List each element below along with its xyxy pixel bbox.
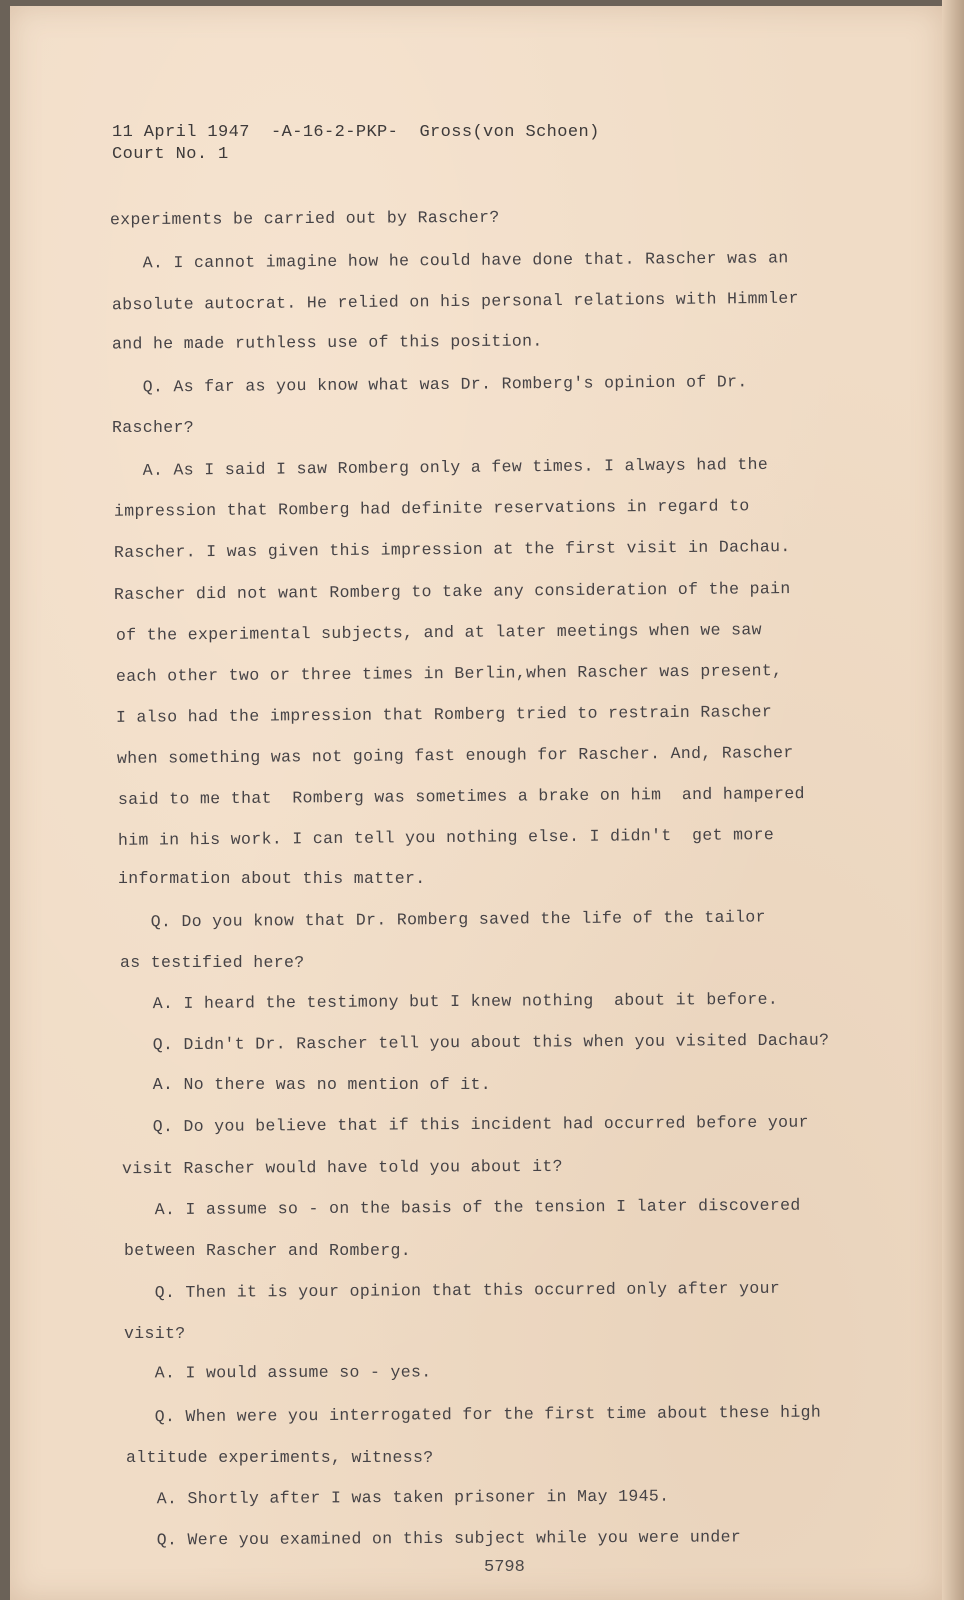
transcript-line: Q. As far as you know what was Dr. Romberg's opinion of Dr. (111, 372, 748, 397)
transcript-line: A. As I said I saw Romberg only a few times. I always had the (111, 454, 769, 481)
transcript-line: of the experimental subjects, and at later meetings when we saw (115, 620, 762, 645)
transcript-line: as testified here? (120, 953, 305, 972)
transcript-line: Rascher did not want Romberg to take any consideration of the pain (113, 579, 791, 604)
transcript-line: visit Rascher would have told you about it? (121, 1156, 563, 1179)
transcript-line: Q. Then it is your opinion that this occurred only after your (123, 1278, 781, 1303)
header-court-line: Court No. 1 (112, 145, 229, 164)
transcript-line: A. I would assume so - yes. (123, 1362, 432, 1383)
transcript-line: A. I cannot imagine how he could have done that. Rascher was an (111, 248, 789, 273)
transcript-line: Rascher. I was given this impression at the first visit in Dachau. (113, 537, 791, 562)
transcript-line: I also had the impression that Romberg tried to restrain Rascher (115, 702, 773, 727)
transcript-line: Rascher? (112, 418, 195, 437)
transcript-line: him in his work. I can tell you nothing else. I didn't get more (117, 825, 775, 850)
transcript-line: altitude experiments, witness? (126, 1448, 434, 1467)
transcript-line: Q. Were you examined on this subject while you were under (125, 1527, 742, 1550)
transcript-line: said to me that Romberg was sometimes a brake on him and hampered (117, 784, 805, 809)
transcript-line: absolute autocrat. He relied on his personal relations with Himmler (111, 288, 799, 315)
transcript-line: between Rascher and Romberg. (124, 1241, 412, 1260)
transcript-line: A. No there was no mention of it. (122, 1075, 492, 1094)
transcript-line: impression that Romberg had definite reservations in regard to (113, 496, 750, 521)
document-header (112, 122, 600, 166)
transcript-line: A. Shortly after I was taken prisoner in May 1945. (125, 1486, 670, 1509)
transcript-line: Q. When were you interrogated for the first time about these high (123, 1402, 822, 1427)
transcript-line: experiments be carried out by Rascher? (109, 207, 500, 230)
transcript-line: visit? (124, 1324, 186, 1343)
transcript-line: Q. Do you know that Dr. Romberg saved the life of the tailor (119, 907, 766, 932)
page-number: 5798 (484, 1558, 525, 1577)
transcript-line: A. I assume so - on the basis of the tension I later discovered (123, 1195, 801, 1220)
page-edge (942, 0, 964, 1600)
transcript-line: when something was not going fast enough for Rascher. And, Rascher (116, 743, 794, 768)
transcript-line: information about this matter. (118, 869, 426, 888)
header-date-line: 11 April 1947 -A-16-2-PKP- Gross(von Schoen) (112, 123, 600, 142)
transcript-line: Q. Do you believe that if this incident had occurred before your (121, 1112, 809, 1137)
transcript-line: A. I heard the testimony but I knew nothing about it before. (121, 989, 779, 1014)
transcript-line: each other two or three times in Berlin,when Rascher was present, (115, 661, 783, 686)
transcript-line: Q. Didn't Dr. Rascher tell you about this when you visited Dachau? (121, 1030, 830, 1055)
transcript-line: and he made ruthless use of this position. (111, 331, 543, 354)
